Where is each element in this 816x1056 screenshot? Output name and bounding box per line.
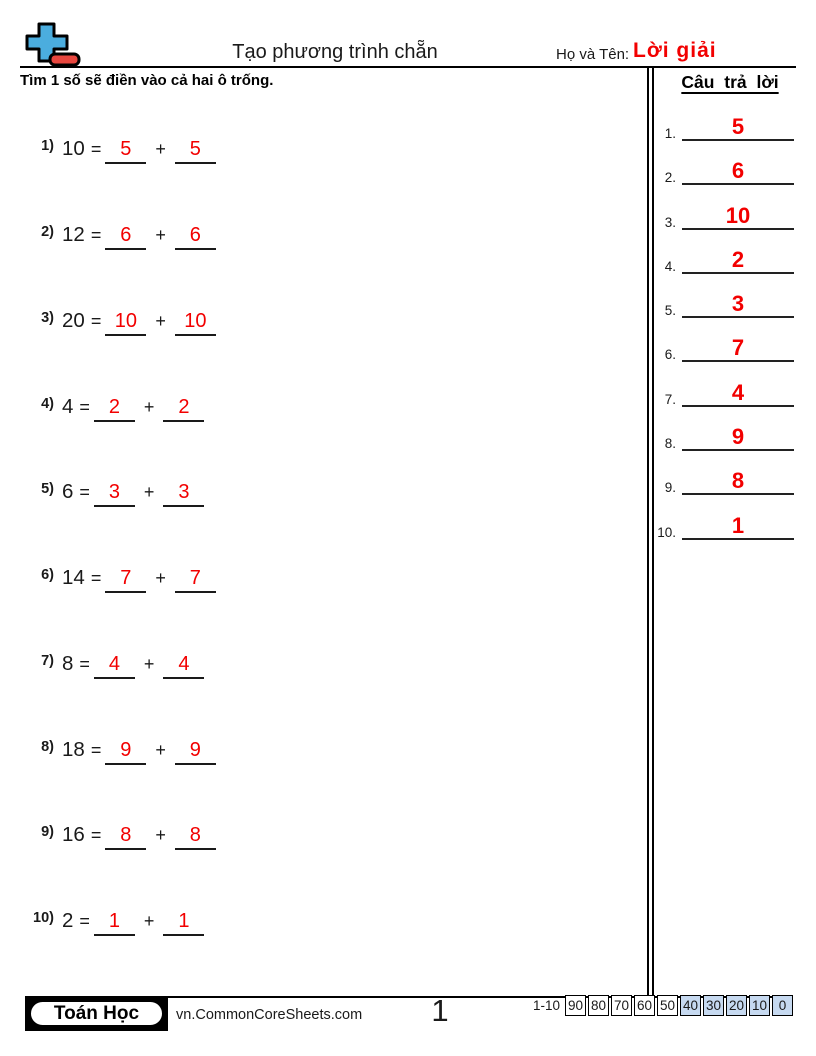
answer-blank-2: 2: [163, 396, 204, 422]
equation-total: 10: [62, 137, 85, 160]
problem-number: 4): [41, 396, 54, 412]
equals-sign: =: [79, 911, 90, 931]
answer-blank-1: 8: [105, 824, 146, 850]
equation: [62, 909, 204, 936]
answer-blank-1: 6: [105, 224, 146, 250]
score-cell: 10: [749, 995, 770, 1016]
answer-blank-1: 5: [105, 138, 146, 164]
instruction-text: Tìm 1 số sẽ điền vào cả hai ô trống.: [20, 72, 274, 89]
answer-value: 3: [682, 286, 794, 318]
answer-blank-2: 4: [163, 653, 204, 679]
equation: [62, 480, 204, 507]
answer-row: [648, 375, 796, 407]
answer-row: [648, 286, 796, 318]
plus-sign: +: [155, 825, 166, 845]
equation-total: 6: [62, 480, 74, 503]
problem-number: 3): [41, 310, 54, 326]
answer-row: [648, 242, 796, 274]
answer-row: [648, 198, 796, 230]
equation-total: 14: [62, 566, 85, 589]
answer-number: 5.: [664, 303, 676, 318]
equation-total: 16: [62, 823, 85, 846]
answers-title: Câu trả lời: [681, 72, 779, 92]
plus-sign: +: [155, 139, 166, 159]
plus-sign: +: [143, 397, 155, 417]
problem-number: 7): [41, 653, 54, 669]
plus-sign: +: [155, 311, 166, 331]
subject-badge: [25, 996, 168, 1031]
equation: [62, 395, 204, 422]
answer-blank-2: 8: [175, 824, 216, 850]
score-cell: 70: [611, 995, 632, 1016]
answer-number: 9.: [664, 480, 676, 495]
answer-number: 10.: [657, 525, 676, 540]
subject-badge-label: Toán Học: [29, 1000, 164, 1027]
plus-sign: +: [143, 482, 155, 502]
equation: [62, 652, 204, 679]
answer-row: [648, 109, 796, 141]
problem-number: 6): [41, 567, 54, 583]
answer-value: 2: [682, 242, 794, 274]
answer-blank-1: 3: [94, 481, 135, 507]
problem-number: 2): [41, 224, 54, 240]
problem-row: [0, 652, 640, 692]
equals-sign: =: [79, 397, 90, 417]
equation: [62, 309, 216, 336]
answer-number: 8.: [664, 436, 676, 451]
score-cell: 80: [588, 995, 609, 1016]
score-cell: 60: [634, 995, 655, 1016]
equation: [62, 137, 216, 164]
equation: [62, 223, 216, 250]
score-range-label: 1-10: [532, 998, 560, 1013]
name-value-answer-key: Lời giải: [633, 39, 717, 62]
answer-blank-1: 7: [105, 567, 146, 593]
problem-row: [0, 738, 640, 778]
answer-value: 7: [682, 330, 794, 362]
score-cell: 30: [703, 995, 724, 1016]
problem-row: [0, 823, 640, 863]
problem-number: 5): [41, 481, 54, 497]
score-cells: [565, 995, 793, 1016]
equation-total: 8: [62, 652, 74, 675]
answer-number: 2.: [664, 170, 676, 185]
score-cell: 40: [680, 995, 701, 1016]
plus-sign: +: [143, 911, 155, 931]
answer-blank-1: 4: [94, 653, 135, 679]
answer-value: 6: [682, 153, 794, 185]
problem-number: 10): [33, 910, 54, 926]
equation: [62, 738, 216, 765]
problem-row: [0, 480, 640, 520]
answer-number: 6.: [664, 347, 676, 362]
answer-blank-2: 6: [175, 224, 216, 250]
answer-value: 1: [682, 508, 794, 540]
equals-sign: =: [90, 139, 102, 159]
answer-row: [648, 330, 796, 362]
answer-number: 4.: [664, 259, 676, 274]
plus-sign: +: [143, 654, 155, 674]
answer-row: [648, 463, 796, 495]
answer-row: [648, 508, 796, 540]
answer-blank-1: 10: [105, 310, 146, 336]
answer-number: 1.: [664, 126, 676, 141]
page-number: 1: [431, 993, 449, 1028]
equals-sign: =: [90, 311, 102, 331]
equation-total: 2: [62, 909, 74, 932]
score-cell: 0: [772, 995, 793, 1016]
problem-row: [0, 223, 640, 263]
score-cell: 50: [657, 995, 678, 1016]
equation: [62, 823, 216, 850]
equals-sign: =: [79, 654, 90, 674]
equation-total: 18: [62, 738, 85, 761]
equation-total: 12: [62, 223, 85, 246]
answer-value: 9: [682, 419, 794, 451]
problem-number: 8): [41, 739, 54, 755]
equals-sign: =: [90, 825, 102, 845]
answer-value: 5: [682, 109, 794, 141]
plus-minus-logo-icon: [24, 20, 82, 70]
equation: [62, 566, 216, 593]
page-title: Tạo phương trình chẵn: [232, 41, 438, 63]
answer-blank-2: 5: [175, 138, 216, 164]
website-url: vn.CommonCoreSheets.com: [176, 1007, 363, 1023]
problem-row: [0, 395, 640, 435]
problem-row: [0, 309, 640, 349]
answer-value: 8: [682, 463, 794, 495]
equals-sign: =: [79, 482, 90, 502]
minus-icon: [50, 54, 79, 65]
answer-value: 4: [682, 375, 794, 407]
answer-blank-2: 9: [175, 739, 216, 765]
answer-blank-1: 9: [105, 739, 146, 765]
equals-sign: =: [90, 225, 102, 245]
score-cell: 90: [565, 995, 586, 1016]
answer-blank-2: 10: [175, 310, 216, 336]
plus-sign: +: [155, 740, 166, 760]
equation-total: 4: [62, 395, 74, 418]
plus-sign: +: [155, 568, 166, 588]
plus-sign: +: [155, 225, 166, 245]
answer-number: 3.: [664, 215, 676, 230]
answer-value: 10: [682, 198, 794, 230]
header-divider: [20, 66, 796, 68]
answer-blank-2: 1: [163, 910, 204, 936]
score-cell: 20: [726, 995, 747, 1016]
score-table: [533, 995, 793, 1016]
equation-total: 20: [62, 309, 85, 332]
answer-number: 7.: [664, 392, 676, 407]
problem-row: [0, 566, 640, 606]
name-label: Họ và Tên:: [556, 46, 630, 63]
answer-row: [648, 153, 796, 185]
problem-row: [0, 137, 640, 177]
answer-row: [648, 419, 796, 451]
answer-blank-2: 7: [175, 567, 216, 593]
problem-number: 9): [41, 824, 54, 840]
equals-sign: =: [90, 568, 102, 588]
problem-number: 1): [41, 138, 54, 154]
answer-blank-1: 2: [94, 396, 135, 422]
problem-row: [0, 909, 640, 949]
equals-sign: =: [90, 740, 102, 760]
answer-blank-1: 1: [94, 910, 135, 936]
answer-blank-2: 3: [163, 481, 204, 507]
